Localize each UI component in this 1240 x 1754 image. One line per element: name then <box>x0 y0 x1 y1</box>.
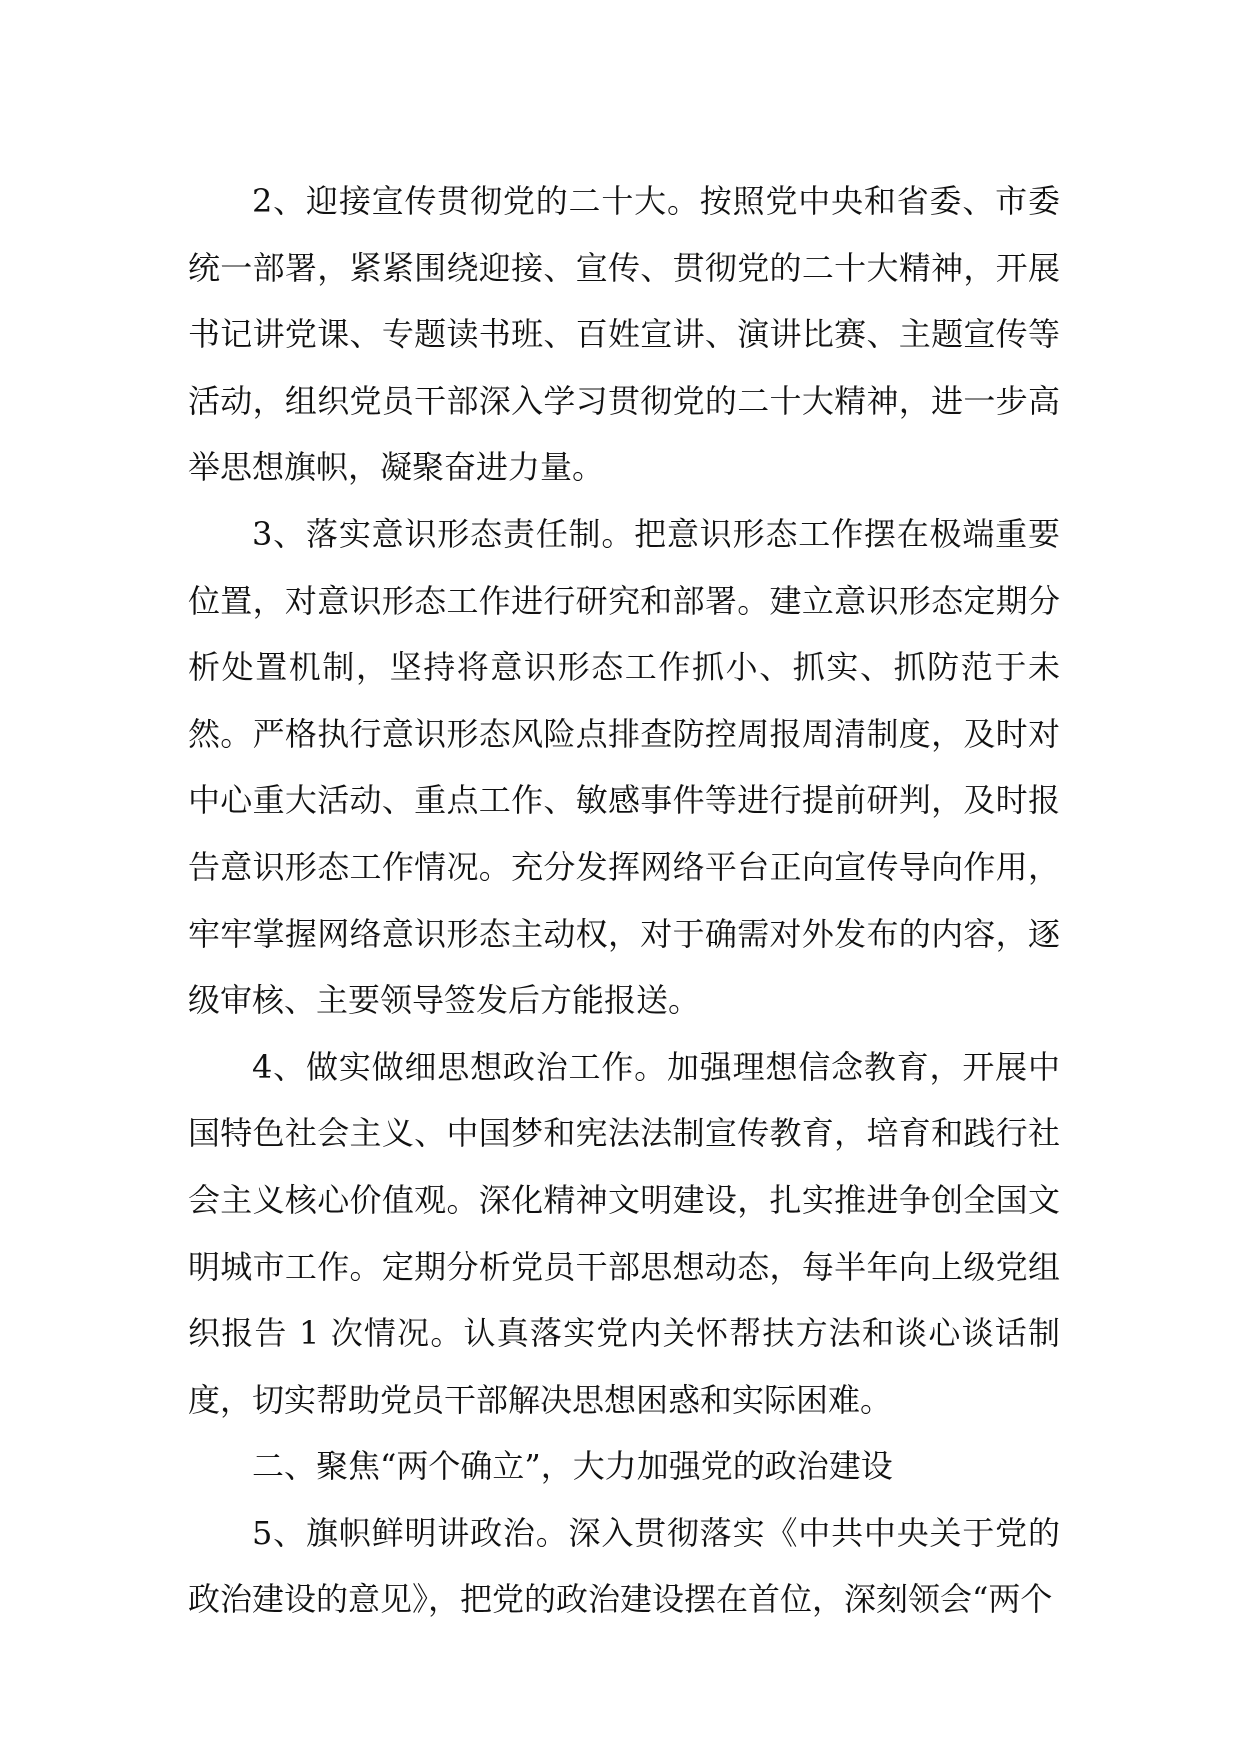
section-heading-2: 二、聚焦“两个确立”，大力加强党的政治建设 <box>252 1447 893 1486</box>
paragraph-item-5: 5、旗帜鲜明讲政治。深入贯彻落实《中共中央关于党的政治建设的意见》，把党的政治建设摆在首位，深刻领会“两个 <box>188 1513 1060 1619</box>
paragraph-item-3: 3、落实意识形态责任制。把意识形态工作摆在极端重要位置，对意识形态工作进行研究和部署。建立意识形态定期分析处置机制，坚持将意识形态工作抓小、抓实、抓防范于未然。严格执行意识形态风险点排查防控周报周清制度，及时对中心重大活动、重点工作、敏感事件等进行提前研判，及时报告意识形态工作情况。充分发挥网络平台正向宣传导向作用，牢牢掌握网络意识形态主动权，对于确需对外发布的内容，逐级审核、主要领导签发后方能报送。 <box>188 514 1060 1020</box>
paragraph-item-2: 2、迎接宣传贯彻党的二十大。按照党中央和省委、市委统一部署，紧紧围绕迎接、宣传、贯彻党的二十大精神，开展书记讲党课、专题读书班、百姓宣讲、演讲比赛、主题宣传等活动，组织党员干部深入学习贯彻党的二十大精神，进一步高举思想旗帜，凝聚奋进力量。 <box>188 182 1060 487</box>
paragraph-item-4: 4、做实做细思想政治工作。加强理想信念教育，开展中国特色社会主义、中国梦和宪法法制宣传教育，培育和践行社会主义核心价值观。深化精神文明建设，扎实推进争创全国文明城市工作。定期分析党员干部思想动态，每半年向上级党组织报告 1 次情况。认真落实党内关怀帮扶方法和谈心谈话制度，切实帮助党员干部解决思想困惑和实际困难。 <box>188 1047 1060 1419</box>
document-body <box>188 168 1060 1633</box>
